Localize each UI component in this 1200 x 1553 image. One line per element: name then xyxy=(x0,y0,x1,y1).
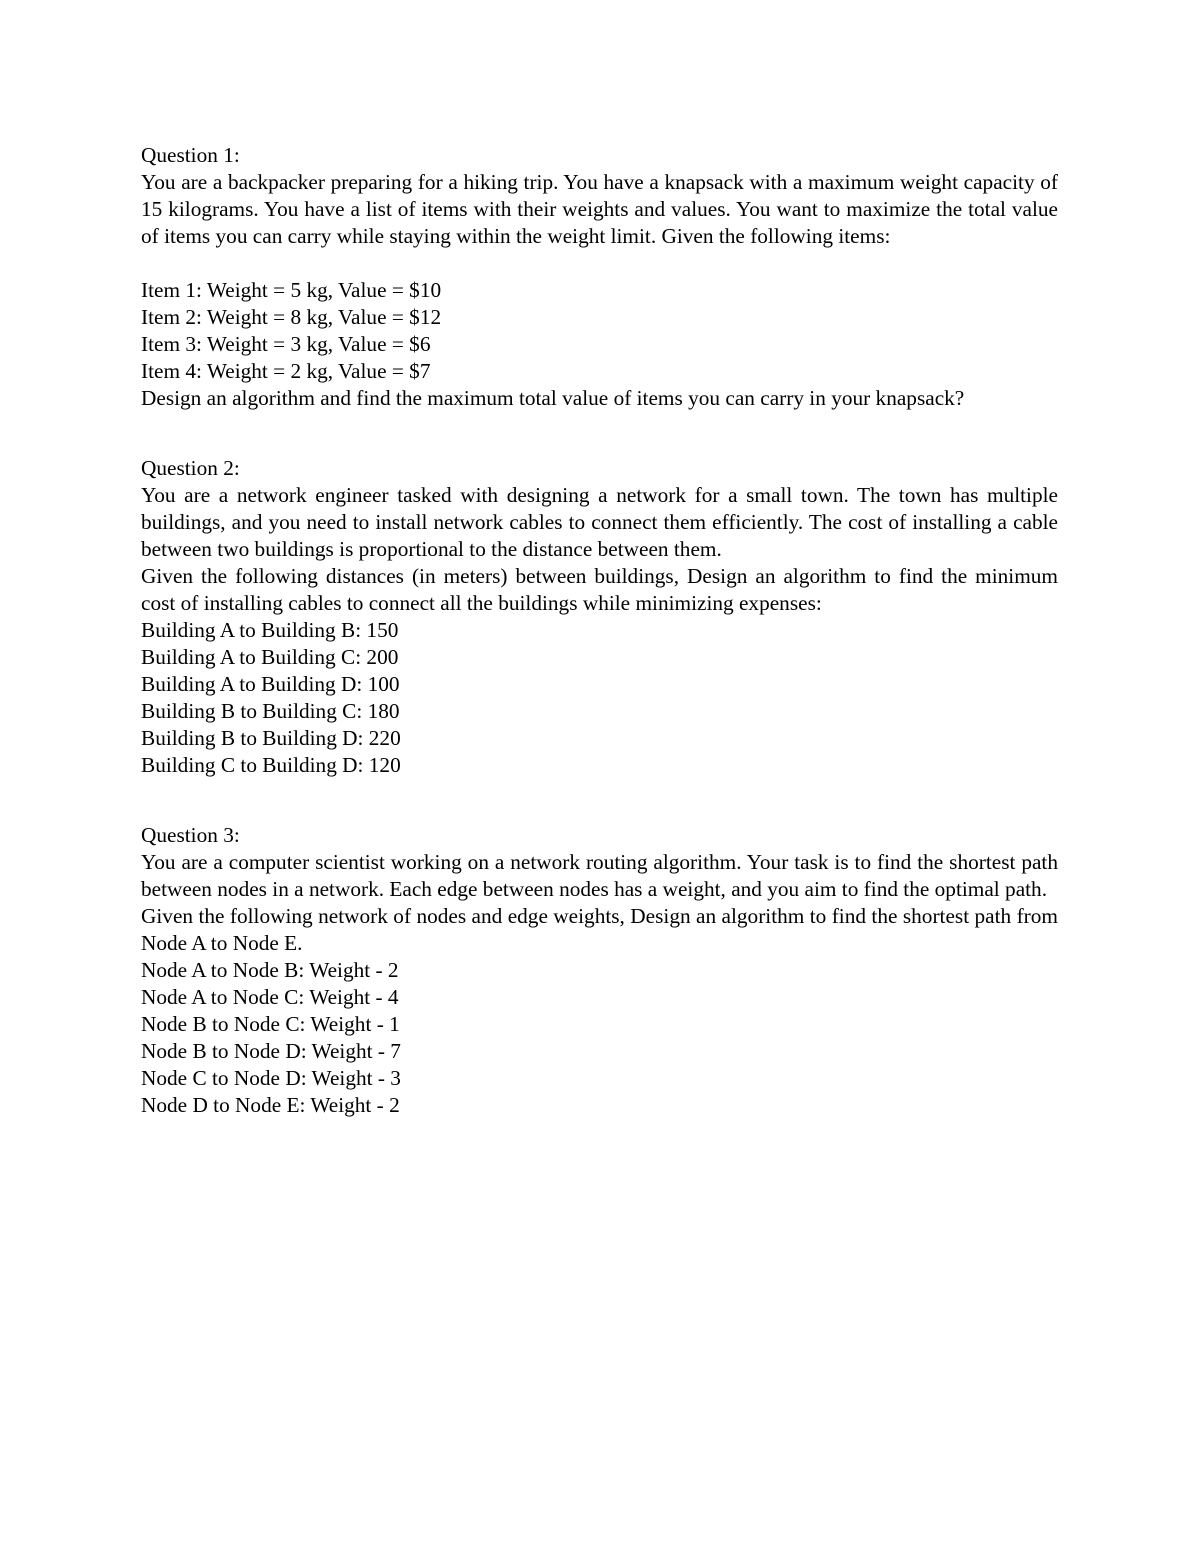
list-item: Building B to Building C: 180 xyxy=(141,699,400,723)
question-3-edge-list xyxy=(141,957,1058,1119)
list-item: Node A to Node C: Weight - 4 xyxy=(141,985,399,1009)
list-item: Building B to Building D: 220 xyxy=(141,726,401,750)
question-2-distance-list xyxy=(141,617,1058,779)
question-2-heading: Question 2: xyxy=(141,456,240,480)
question-1 xyxy=(141,142,1058,412)
list-item: Item 4: Weight = 2 kg, Value = $7 xyxy=(141,359,431,383)
question-2 xyxy=(141,455,1058,779)
list-item: Building A to Building D: 100 xyxy=(141,672,400,696)
question-1-paragraph: You are a backpacker preparing for a hiking trip. You have a knapsack with a maximum weight capacity of 15 kilograms. You have a list of items with their weights and values. You want to maximize the total value of items you can carry while staying within the weight limit. Given the following items: xyxy=(141,170,1058,248)
document-body xyxy=(141,142,1058,1119)
list-item: Node D to Node E: Weight - 2 xyxy=(141,1093,400,1117)
question-2-task: Given the following distances (in meters) between buildings, Design an algorithm to find the minimum cost of installing cables to connect all the buildings while minimizing expenses: xyxy=(141,564,1058,615)
list-item: Node C to Node D: Weight - 3 xyxy=(141,1066,401,1090)
question-3-paragraph: You are a computer scientist working on a network routing algorithm. Your task is to find the shortest path between nodes in a network. Each edge between nodes has a weight, and you aim to find the optimal path. xyxy=(141,850,1058,901)
list-item: Building C to Building D: 120 xyxy=(141,753,401,777)
question-2-paragraph: You are a network engineer tasked with designing a network for a small town. The town has multiple buildings, and you need to install network cables to connect them efficiently. The cost of installing a cable between two buildings is proportional to the distance between them. xyxy=(141,483,1058,561)
question-1-heading: Question 1: xyxy=(141,143,240,167)
list-item: Node A to Node B: Weight - 2 xyxy=(141,958,399,982)
list-item: Item 2: Weight = 8 kg, Value = $12 xyxy=(141,305,442,329)
question-3-heading: Question 3: xyxy=(141,823,240,847)
question-1-item-list xyxy=(141,277,1058,385)
list-item: Node B to Node D: Weight - 7 xyxy=(141,1039,401,1063)
list-item: Item 3: Weight = 3 kg, Value = $6 xyxy=(141,332,431,356)
list-item: Item 1: Weight = 5 kg, Value = $10 xyxy=(141,278,442,302)
blank-line xyxy=(141,250,1058,277)
list-item: Node B to Node C: Weight - 1 xyxy=(141,1012,400,1036)
question-3-task: Given the following network of nodes and edge weights, Design an algorithm to find the shortest path from Node A to Node E. xyxy=(141,904,1058,955)
list-item: Building A to Building B: 150 xyxy=(141,618,399,642)
question-1-task: Design an algorithm and find the maximum total value of items you can carry in your knapsack? xyxy=(141,386,965,410)
list-item: Building A to Building C: 200 xyxy=(141,645,399,669)
question-3 xyxy=(141,822,1058,1119)
